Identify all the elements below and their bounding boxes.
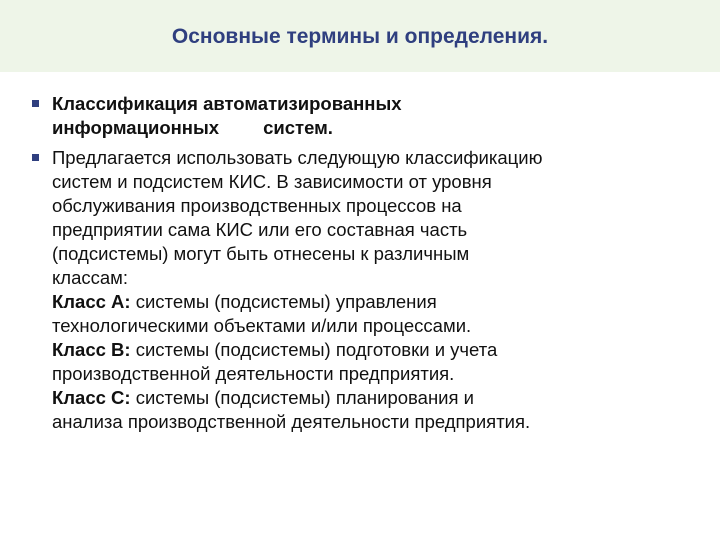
bullet-heading-line2 <box>52 116 692 140</box>
description-line: Предлагается использовать следующую классификацию <box>52 147 543 168</box>
bullet-heading-word1: информационных <box>52 117 220 138</box>
bullet-item-description <box>32 146 692 434</box>
class-c-text: системы (подсистемы) планирования и <box>130 387 475 408</box>
description-line: классам: <box>52 267 129 288</box>
class-a-text: системы (подсистемы) управления <box>130 291 437 312</box>
class-a-label: Класс А: <box>52 291 131 312</box>
class-a-line1 <box>52 290 692 314</box>
class-c-line1 <box>52 386 692 410</box>
bullet-list <box>32 92 692 434</box>
description-line: обслуживания производственных процессов на <box>52 195 462 216</box>
slide-title: Основные термины и определения. <box>171 25 549 48</box>
description-line: систем и подсистем КИС. В зависимости от уровня <box>52 171 492 192</box>
class-c-label: Класс С: <box>52 387 131 408</box>
square-bullet-icon <box>32 100 39 107</box>
square-bullet-icon <box>32 154 39 161</box>
class-b-line2: производственной деятельности предприятия. <box>52 363 455 384</box>
class-b-text: системы (подсистемы) подготовки и учета <box>130 339 498 360</box>
class-b-line1 <box>52 338 692 362</box>
bullet-heading-word2: систем. <box>263 117 333 138</box>
description-line: предприятии сама КИС или его составная часть <box>52 219 468 240</box>
class-b-label: Класс В: <box>52 339 131 360</box>
class-a-line2: технологическими объектами и/или процессами. <box>52 315 472 336</box>
title-bar <box>0 0 720 72</box>
description-line: (подсистемы) могут быть отнесены к различным <box>52 243 470 264</box>
bullet-item-classification <box>32 92 692 140</box>
bullet-heading-line1: Классификация автоматизированных <box>52 93 402 114</box>
class-c-line2: анализа производственной деятельности предприятия. <box>52 411 531 432</box>
